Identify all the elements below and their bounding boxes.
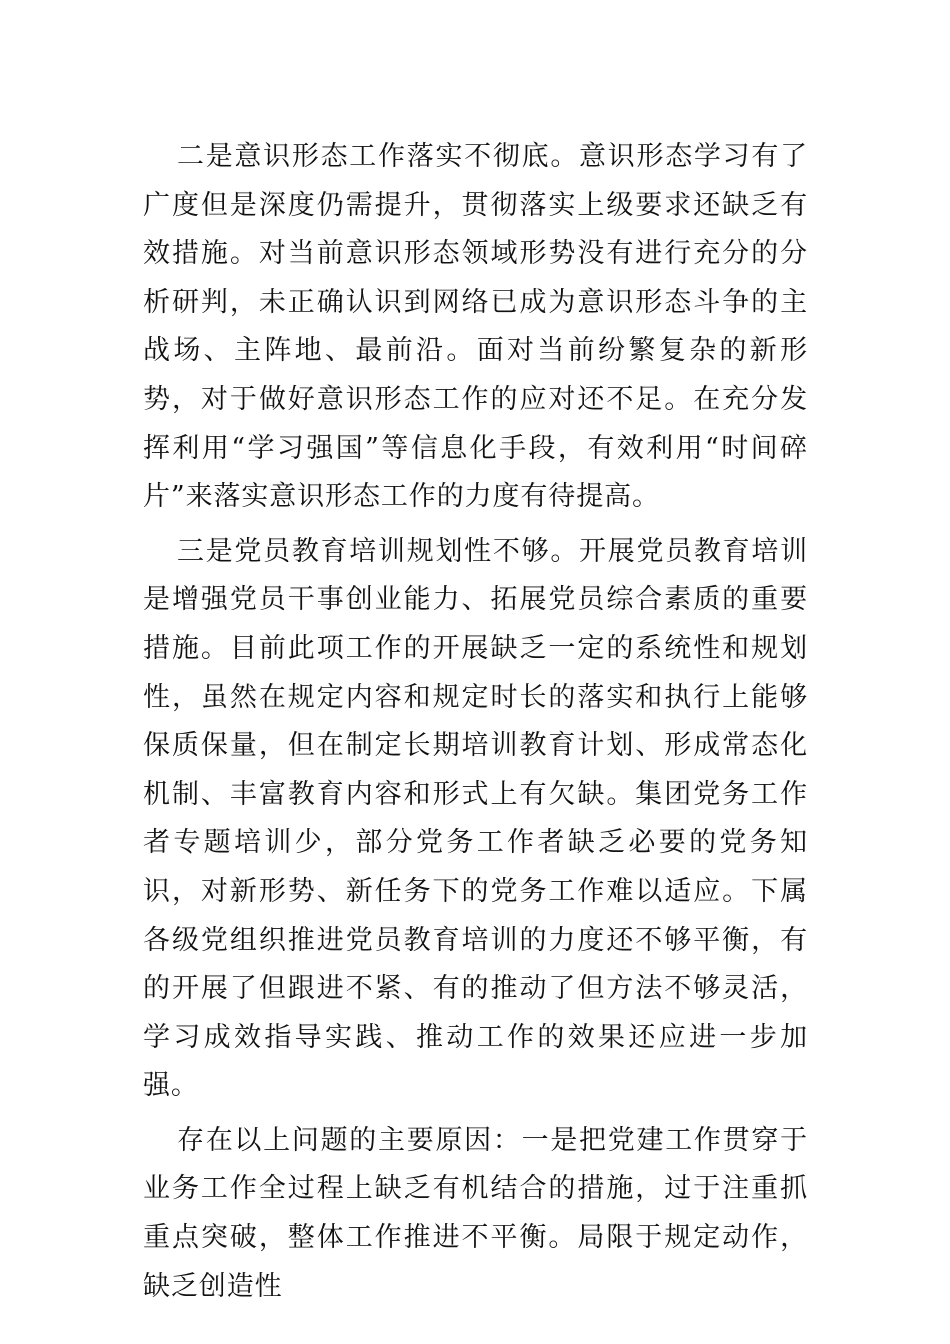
paragraph-ideology-work: 二是意识形态工作落实不彻底。意识形态学习有了广度但是深度仍需提升，贯彻落实上级要求还缺乏有效措施。对当前意识形态领域形势没有进行充分的分析研判，未正确认识到网络已成为意识形态斗争的主战场、主阵地、最前沿。面对当前纷繁复杂的新形势，对于做好意识形态工作的应对还不足。在充分发挥利用“学习强国”等信息化手段，有效利用“时间碎片”来落实意识形态工作的力度有待提高。	[143, 141, 808, 513]
document-body	[143, 133, 808, 1311]
paragraph-main-causes: 存在以上问题的主要原因：一是把党建工作贯穿于业务工作全过程上缺乏有机结合的措施，过于注重抓重点突破，整体工作推进不平衡。局限于规定动作，缺乏创造性	[143, 1124, 808, 1302]
paragraph-party-member-training: 三是党员教育培训规划性不够。开展党员教育培训是增强党员干事创业能力、拓展党员综合素质的重要措施。目前此项工作的开展缺乏一定的系统性和规划性，虽然在规定内容和规定时长的落实和执行上能够保质保量，但在制定长期培训教育计划、形成常态化机制、丰富教育内容和形式上有欠缺。集团党务工作者专题培训少，部分党务工作者缺乏必要的党务知识，对新形势、新任务下的党务工作难以适应。下属各级党组织推进党员教育培训的力度还不够平衡，有的开展了但跟进不紧、有的推动了但方法不够灵活，学习成效指导实践、推动工作的效果还应进一步加强。	[143, 535, 808, 1102]
